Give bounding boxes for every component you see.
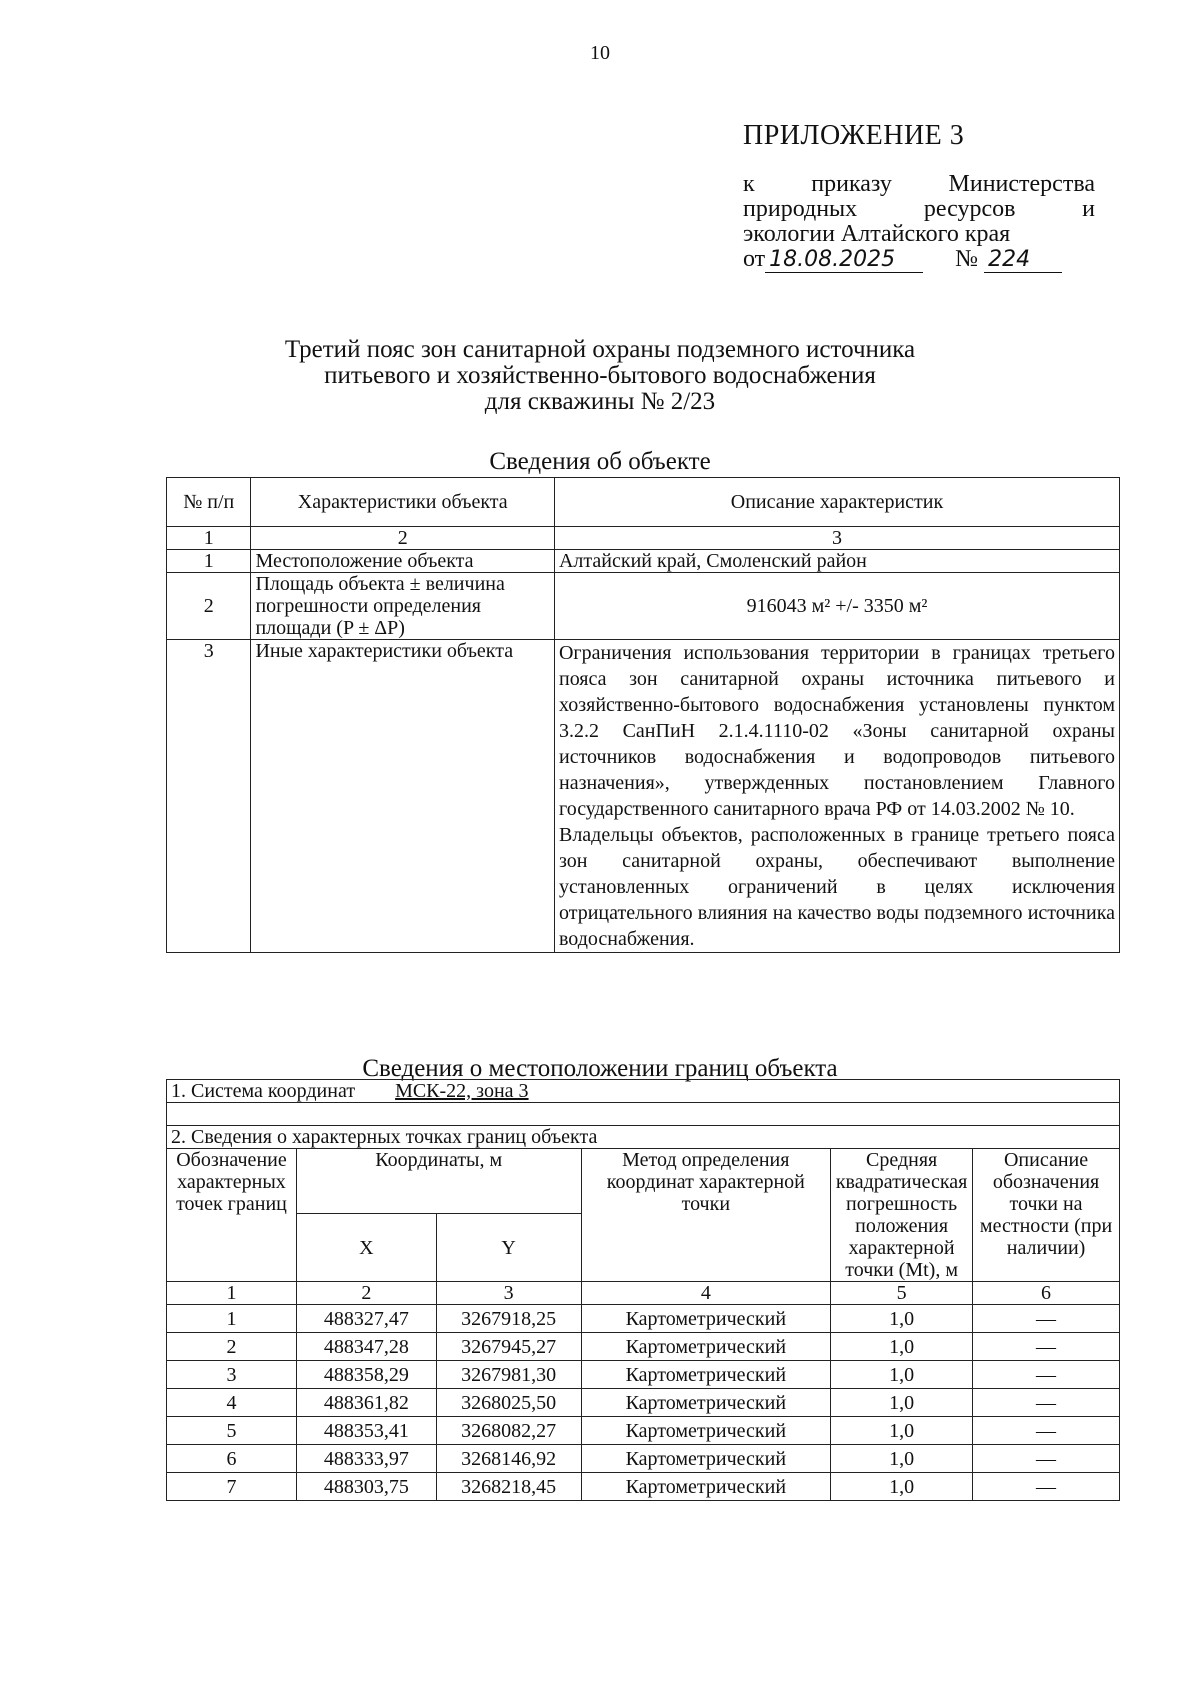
point-y: 3267981,30: [436, 1361, 581, 1389]
order-ref-word: к: [743, 171, 755, 197]
point-desc: —: [973, 1305, 1120, 1333]
column-number: 1: [167, 1282, 297, 1305]
point-id: 7: [167, 1473, 297, 1501]
column-number: 5: [831, 1282, 973, 1305]
title-line: Третий пояс зон санитарной охраны подземного источника: [284, 336, 916, 363]
header-cell: № п/п: [167, 478, 251, 527]
table-row: [167, 550, 1120, 573]
appendix-title: ПРИЛОЖЕНИЕ 3: [743, 120, 965, 151]
point-id: 1: [167, 1305, 297, 1333]
point-x: 488347,28: [296, 1333, 436, 1361]
point-id: 3: [167, 1361, 297, 1389]
point-mt: 1,0: [831, 1417, 973, 1445]
point-mt: 1,0: [831, 1445, 973, 1473]
point-x: 488333,97: [296, 1445, 436, 1473]
point-mt: 1,0: [831, 1333, 973, 1361]
header-designation: Обозначение характерных точек границ: [167, 1149, 297, 1282]
table-row: [167, 1473, 1120, 1501]
table-row: [167, 1445, 1120, 1473]
number-prefix: №: [955, 246, 979, 272]
column-number: 3: [554, 527, 1119, 550]
point-desc: —: [973, 1445, 1120, 1473]
header-method: Метод определения координат характерной точки: [581, 1149, 831, 1282]
column-number: 3: [436, 1282, 581, 1305]
order-ref-word: ресурсов: [923, 196, 1016, 222]
point-mt: 1,0: [831, 1389, 973, 1417]
point-method: Картометрический: [581, 1417, 831, 1445]
page-number: 10: [590, 42, 610, 64]
boundary-info-heading: Сведения о местоположении границ объекта: [362, 1055, 838, 1082]
order-ref-word: Министерства: [948, 171, 1095, 197]
order-ref-word: природных: [743, 196, 858, 222]
point-desc: —: [973, 1473, 1120, 1501]
point-y: 3268146,92: [436, 1445, 581, 1473]
object-info-heading: Сведения об объекте: [489, 448, 711, 475]
column-number: 2: [251, 527, 555, 550]
column-number: 2: [296, 1282, 436, 1305]
order-ref-line-1: [743, 172, 1095, 197]
point-mt: 1,0: [831, 1361, 973, 1389]
owners-paragraph: Владельцы объектов, расположенных в границе третьего пояса зон санитарной охраны, обеспечивают выполнение установленных ограничений в целях исключения отрицательного влияния на качество воды подземного источника водоснабжения.: [558, 824, 1115, 950]
table-header-row: [167, 1149, 1120, 1214]
point-id: 4: [167, 1389, 297, 1417]
table-row: [167, 573, 1120, 640]
point-desc: —: [973, 1333, 1120, 1361]
coordinate-system-label: 1. Система координат: [171, 1080, 356, 1102]
header-x: X: [296, 1214, 436, 1282]
point-method: Картометрический: [581, 1389, 831, 1417]
date-prefix: от: [743, 246, 766, 272]
table-header-row: [167, 478, 1120, 527]
column-number-row: [167, 527, 1120, 550]
coordinate-system-row: [167, 1080, 1120, 1103]
order-reference: [743, 172, 1095, 273]
order-ref-line-4: [743, 247, 1095, 273]
row-value: Алтайский край, Смоленский район: [554, 550, 1119, 573]
point-y: 3267918,25: [436, 1305, 581, 1333]
row-value: [554, 640, 1119, 953]
order-ref-word: приказу: [811, 171, 892, 197]
point-y: 3268082,27: [436, 1417, 581, 1445]
point-y: 3268218,45: [436, 1473, 581, 1501]
document-title: [0, 337, 1200, 415]
header-coords: Координаты, м: [296, 1149, 581, 1214]
point-y: 3267945,27: [436, 1333, 581, 1361]
column-number: 6: [973, 1282, 1120, 1305]
coordinate-system-value: МСК-22, зона 3: [395, 1080, 529, 1102]
point-method: Картометрический: [581, 1361, 831, 1389]
header-description: Описание обозначения точки на местности (при наличии): [973, 1149, 1120, 1282]
point-id: 6: [167, 1445, 297, 1473]
object-info-table: [166, 477, 1120, 953]
title-line: для скважины № 2/23: [484, 388, 716, 415]
points-label: 2. Сведения о характерных точках границ объекта: [167, 1126, 1120, 1149]
order-ref-line-2: [743, 197, 1095, 222]
title-line: питьевого и хозяйственно-бытового водоснабжения: [324, 362, 876, 389]
point-id: 5: [167, 1417, 297, 1445]
table-row: [167, 1361, 1120, 1389]
point-x: 488353,41: [296, 1417, 436, 1445]
header-error: Средняя квадратическая погрешность положения характерной точки (Mt), м: [831, 1149, 973, 1282]
table-row: [167, 640, 1120, 953]
row-name: Местоположение объекта: [251, 550, 555, 573]
row-name: Иные характеристики объекта: [251, 640, 555, 953]
points-label-row: [167, 1126, 1120, 1149]
point-desc: —: [973, 1417, 1120, 1445]
point-id: 2: [167, 1333, 297, 1361]
row-value: 916043 м² +/- 3350 м²: [554, 573, 1119, 640]
order-ref-line-3: экологии Алтайского края: [743, 221, 1011, 247]
header-cell: Характеристики объекта: [251, 478, 555, 527]
point-x: 488361,82: [296, 1389, 436, 1417]
point-mt: 1,0: [831, 1305, 973, 1333]
column-number-row: [167, 1282, 1120, 1305]
header-y: Y: [436, 1214, 581, 1282]
point-mt: 1,0: [831, 1473, 973, 1501]
order-ref-word: и: [1082, 196, 1095, 222]
column-number: 1: [167, 527, 251, 550]
handwritten-date: 18.08.2025: [765, 247, 923, 273]
table-row: [167, 1389, 1120, 1417]
boundary-info-table: [166, 1079, 1120, 1501]
table-row: [167, 1305, 1120, 1333]
blank-row: [167, 1103, 1120, 1126]
point-method: Картометрический: [581, 1333, 831, 1361]
point-method: Картометрический: [581, 1305, 831, 1333]
point-x: 488358,29: [296, 1361, 436, 1389]
point-y: 3268025,50: [436, 1389, 581, 1417]
point-desc: —: [973, 1389, 1120, 1417]
point-method: Картометрический: [581, 1473, 831, 1501]
row-number: 2: [167, 573, 251, 640]
point-desc: —: [973, 1361, 1120, 1389]
row-name: Площадь объекта ± величина погрешности определения площади (P ± ΔP): [251, 573, 555, 640]
table-row: [167, 1333, 1120, 1361]
handwritten-number: 224: [984, 247, 1062, 273]
row-number: 1: [167, 550, 251, 573]
header-cell: Описание характеристик: [554, 478, 1119, 527]
point-x: 488303,75: [296, 1473, 436, 1501]
table-row: [167, 1417, 1120, 1445]
point-method: Картометрический: [581, 1445, 831, 1473]
row-number: 3: [167, 640, 251, 953]
column-number: 4: [581, 1282, 831, 1305]
point-x: 488327,47: [296, 1305, 436, 1333]
restriction-paragraph: Ограничения использования территории в границах третьего пояса зон санитарной охраны источника питьевого и хозяйственно-бытового водоснабжения установлены пунктом 3.2.2 СанПиН 2.1.4.1110-02 «Зоны санитарной охраны источников водоснабжения и водопроводов питьевого назначения», утвержденных постановлением Главного государственного санитарного врача РФ от 14.03.2002 № 10.: [558, 642, 1115, 820]
coordinate-system-cell: [167, 1080, 1120, 1103]
